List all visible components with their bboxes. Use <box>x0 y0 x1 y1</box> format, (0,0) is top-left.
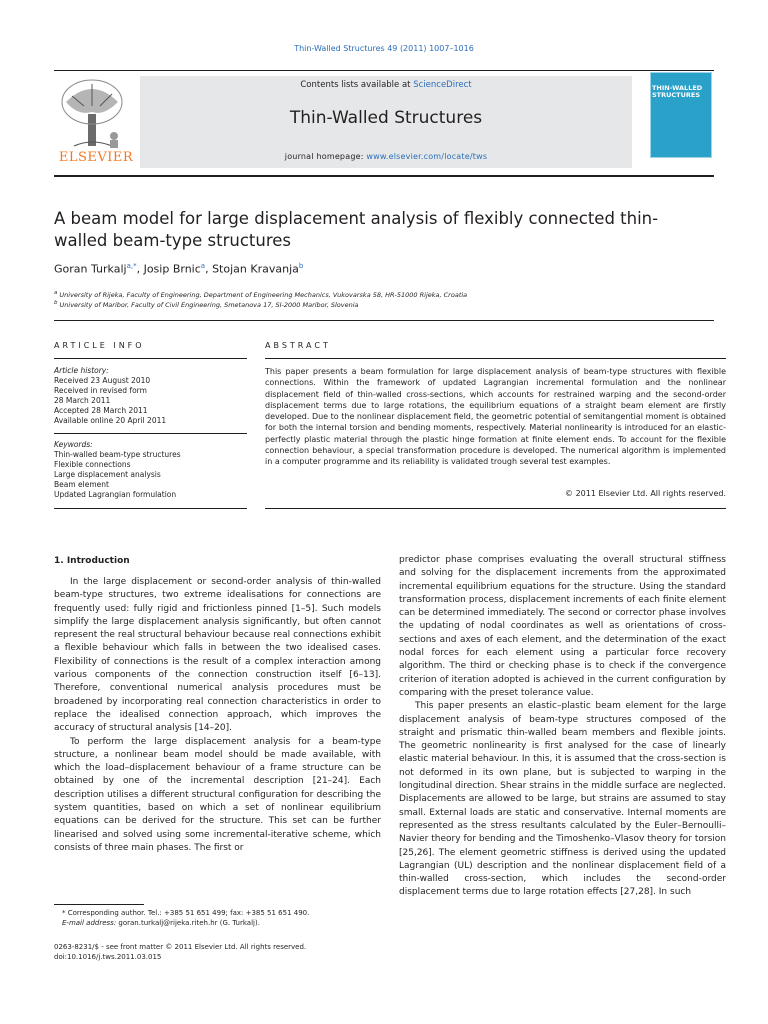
journal-citation[interactable]: Thin-Walled Structures 49 (2011) 1007–1016 <box>294 44 474 53</box>
history-item: 28 March 2011 <box>54 396 111 405</box>
body-column-left <box>54 576 381 855</box>
keyword: Flexible connections <box>54 460 131 469</box>
homepage-link[interactable]: www.elsevier.com/locate/tws <box>366 152 488 161</box>
affil-mark: a <box>54 290 58 296</box>
paragraph: This paper presents an elastic–plastic beam element for the large displacement analysis of beam-type structures composed of the straight and prismatic thin-walled beam members and flexible joints. The geometric nonlinearity is first analysed for the case of linearly elastic material behaviour. In this, it is assumed that the cross-section is not deformed in its own plane, but is subjected to warping in the longitudinal direction. Shear strains in the middle surface are neglected. Displacements are allowed to be large, but strains are assumed to stay small. External loads are static and conservative. Internal moments are represented as the stress resultants calculated by the Euler–Bernoulli–Navier theory for bending and the Timoshenko–Vlasov theory for torsion [25,26]. The element geometric stiffness is derived using the updated Lagrangian (UL) description and the nonlinear displacement field of a thin-walled cross-section, which includes the second-order displacement terms due to large rotation effects [27,28]. In such <box>399 701 726 898</box>
header-rule-bottom <box>54 175 714 177</box>
copyright: © 2011 Elsevier Ltd. All rights reserved. <box>565 489 726 498</box>
author-affil-mark[interactable]: b <box>298 262 304 270</box>
keyword: Updated Lagrangian formulation <box>54 490 177 499</box>
keyword: Large displacement analysis <box>54 470 161 479</box>
paragraph: In the large displacement or second-order analysis of thin-walled beam-type structures, two extreme idealisations for connections are frequently used: fully rigid and frictionless pinned [1–5]. Such models simplify the large displacement analysis significantly, but often cannot represent the real structural behaviour because real connections exhibit a flexible behaviour which falls in between the two idealised cases. Flexibility of connections is the result of a complex interaction among various components of the connection construction itself [6–13]. Therefore, conventional numerical analysis procedures must be broadened by incorporating real connection characteristics in order to replace the idealised connection approach, which improves the accuracy of structural analysis [14–20]. <box>54 577 381 734</box>
cover-title: THIN-WALLED STRUCTURES <box>652 84 703 99</box>
publisher-logo-text: ELSEVIER <box>58 150 134 165</box>
contents-prefix: Contents lists available at <box>300 80 414 90</box>
front-matter <box>54 942 306 962</box>
header-rule-top <box>54 70 714 71</box>
section-heading: 1. Introduction <box>54 556 130 566</box>
keyword: Beam element <box>54 480 109 489</box>
issn-line: 0263-8231/$ - see front matter © 2011 Elsevier Ltd. All rights reserved. <box>54 943 307 951</box>
body-column-right <box>399 554 726 900</box>
author-affil-mark[interactable]: a,* <box>126 262 137 270</box>
contents-line <box>140 80 632 90</box>
affil-mark: b <box>54 300 58 306</box>
divider <box>54 358 247 359</box>
email-label: E-mail address: <box>62 919 117 927</box>
footnote <box>62 908 309 928</box>
affil-text: University of Maribor, Faculty of Civil Engineering, Smetanova 17, SI-2000 Maribor, Slovenia <box>59 301 359 310</box>
abstract-heading: ABSTRACT <box>265 341 331 350</box>
journal-title: Thin-Walled Structures <box>289 108 483 128</box>
divider <box>54 320 714 321</box>
author-name: Stojan Kravanja <box>212 262 299 276</box>
keywords-label: Keywords: <box>54 440 93 449</box>
divider <box>54 508 247 509</box>
footnote-rule <box>54 904 144 905</box>
article-title: A beam model for large displacement analysis of flexibly connected thin-walled beam-type structures <box>54 209 659 250</box>
author-name: Goran Turkalj <box>54 262 127 276</box>
keywords <box>54 440 247 500</box>
paragraph: predictor phase comprises evaluating the overall structural stiffness and solving for the displacement increments from the approximated incremental equilibrium equations for the structure. Using the standard transformation process, displacement increments of each finite element can be determined immediately. The second or corrector phase involves the updating of nodal coordinates as well as orientations of cross-sections and axes of each element, and the determination of the exact nodal forces for each element using a particular force recovery algorithm. The third or checking phase is to check if the convergence criterion of iteration adopted is achieved in the current configuration by comparing with the preset tolerance value. <box>399 555 726 698</box>
article-info-heading: ARTICLE INFO <box>54 341 145 350</box>
divider <box>54 433 247 434</box>
journal-homepage <box>140 152 632 161</box>
keyword: Thin-walled beam-type structures <box>54 450 181 459</box>
article-history <box>54 366 247 426</box>
author-affil-mark[interactable]: a <box>200 262 206 270</box>
author-name: Josip Brnic <box>143 262 201 276</box>
history-item: Received 23 August 2010 <box>54 376 151 385</box>
corresponding-author: * Corresponding author. Tel.: +385 51 651 499; fax: +385 51 651 490. <box>62 909 310 917</box>
paragraph: To perform the large displacement analysis for a beam-type structure, a nonlinear beam model should be made available, with which the load–displacement behaviour of a frame structure can be obtained by one of the incremental description [21–24]. Each description utilises a different structural configuration for describing the system quantities, based on which a set of nonlinear equilibrium equations can be derived for the structure. This set can be further linearised and solved using some incremental-iterative scheme, which consists of three main phases. The first or <box>54 736 381 853</box>
homepage-prefix: journal homepage: <box>284 152 367 161</box>
abstract-text: This paper presents a beam formulation for large displacement analysis of beam-type structures with flexible connections. Within the framework of updated Lagrangian incremental formulation and the nonlinear displacement field of thin-walled cross-sections, which accounts for restrained warping and the second-order displacement terms due to large rotations, the equilibrium equations of a straight beam element are firstly developed. Due to the nonlinear displacement field, the geometric potential of semitangential moment is obtained for both the internal torsion and bending moments, respectively. Material nonlinearity is introduced for an elastic-perfectly plastic material through the plastic hinge formation at finite element ends. To account for the flexible connection behaviour, a special transformation procedure is developed. The numerical algorithm is implemented in a computer programme and its reliability is validated trough several test examples. <box>265 367 726 467</box>
divider <box>265 508 726 509</box>
affiliation-a <box>54 290 467 299</box>
affil-text: University of Rijeka, Faculty of Engineering, Department of Engineering Mechanics, Vukovarska 58, HR-51000 Rijeka, Croatia <box>59 291 468 300</box>
email-address[interactable]: goran.turkalj@rijeka.riteh.hr (G. Turkalj). <box>116 919 260 927</box>
author-list: Goran Turkalj$^{a,*}$, Josip Brnic$^a$, Stojan Kravanja$^b$ <box>54 262 304 276</box>
divider <box>265 358 726 359</box>
history-item: Available online 20 April 2011 <box>54 416 167 425</box>
history-item: Received in revised form <box>54 386 147 395</box>
affiliation-b <box>54 300 359 309</box>
history-label: Article history: <box>54 366 109 375</box>
doi[interactable]: doi:10.1016/j.tws.2011.03.015 <box>54 953 162 961</box>
sciencedirect-link[interactable]: ScienceDirect <box>413 80 472 90</box>
history-item: Accepted 28 March 2011 <box>54 406 148 415</box>
